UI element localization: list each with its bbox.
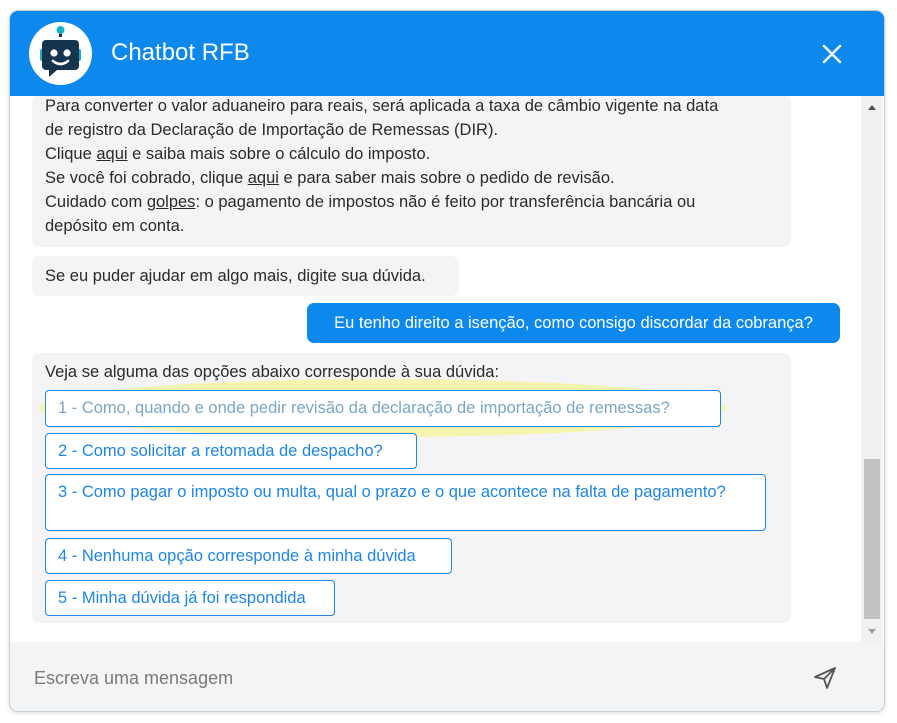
user-message: Eu tenho direito a isenção, como consigo discordar da cobrança?	[307, 303, 840, 343]
text: : o pagamento de impostos não é feito por transferência bancária ou	[195, 193, 696, 211]
message-line	[45, 142, 778, 166]
chat-title: Chatbot RFB	[111, 39, 250, 66]
message-line	[45, 166, 778, 190]
calc-info-link[interactable]: aqui	[96, 145, 128, 163]
scroll-down-button[interactable]	[861, 624, 883, 640]
text: Cuidado com	[45, 193, 147, 211]
options-intro: Veja se alguma das opções abaixo corresponde à sua dúvida:	[45, 363, 500, 381]
send-icon	[811, 664, 839, 692]
revision-info-link[interactable]: aqui	[247, 169, 279, 187]
option-1-button[interactable]: 1 - Como, quando e onde pedir revisão da declaração de importação de remessas?	[45, 390, 721, 427]
triangle-up-icon	[861, 99, 883, 115]
close-icon	[816, 38, 848, 70]
chat-window	[9, 10, 885, 712]
text: Clique	[45, 145, 97, 163]
message-line: depósito em conta.	[45, 217, 185, 235]
close-button[interactable]	[816, 38, 848, 70]
option-3-button[interactable]: 3 - Como pagar o imposto ou multa, qual o prazo e o que acontece na falta de pagamento?	[45, 474, 766, 531]
message-line: Para converter o valor aduaneiro para reais, será aplicada a taxa de câmbio vigente na data	[45, 97, 719, 115]
send-button[interactable]	[811, 664, 839, 692]
text: e saiba mais sobre o cálculo do imposto.	[127, 145, 431, 163]
message-input[interactable]	[32, 662, 796, 694]
message-text: Se eu puder ajudar em algo mais, digite sua dúvida.	[45, 267, 426, 285]
message-line: de registro da Declaração de Importação de Remessas (DIR).	[45, 121, 499, 139]
scroll-up-button[interactable]	[861, 99, 883, 115]
scrollbar-thumb[interactable]	[864, 459, 880, 619]
triangle-down-icon	[861, 624, 883, 640]
bot-message-help	[32, 256, 459, 296]
option-2-button[interactable]: 2 - Como solicitar a retomada de despacho?	[45, 433, 417, 469]
message-list[interactable]	[10, 96, 884, 642]
text: Se você foi cobrado, clique	[45, 169, 248, 187]
scrollbar[interactable]	[861, 96, 883, 642]
option-4-button[interactable]: 4 - Nenhuma opção corresponde à minha dúvida	[45, 538, 452, 574]
message-line	[45, 190, 778, 214]
robot-icon	[29, 22, 92, 85]
option-5-button[interactable]: 5 - Minha dúvida já foi respondida	[45, 580, 335, 616]
bot-message-options	[32, 353, 791, 623]
bot-avatar	[29, 22, 92, 85]
text: e para saber mais sobre o pedido de revisão.	[278, 169, 615, 187]
bot-message-info	[32, 96, 791, 247]
scam-info-link[interactable]: golpes	[146, 193, 196, 211]
composer	[10, 642, 884, 711]
chat-header	[10, 11, 884, 96]
